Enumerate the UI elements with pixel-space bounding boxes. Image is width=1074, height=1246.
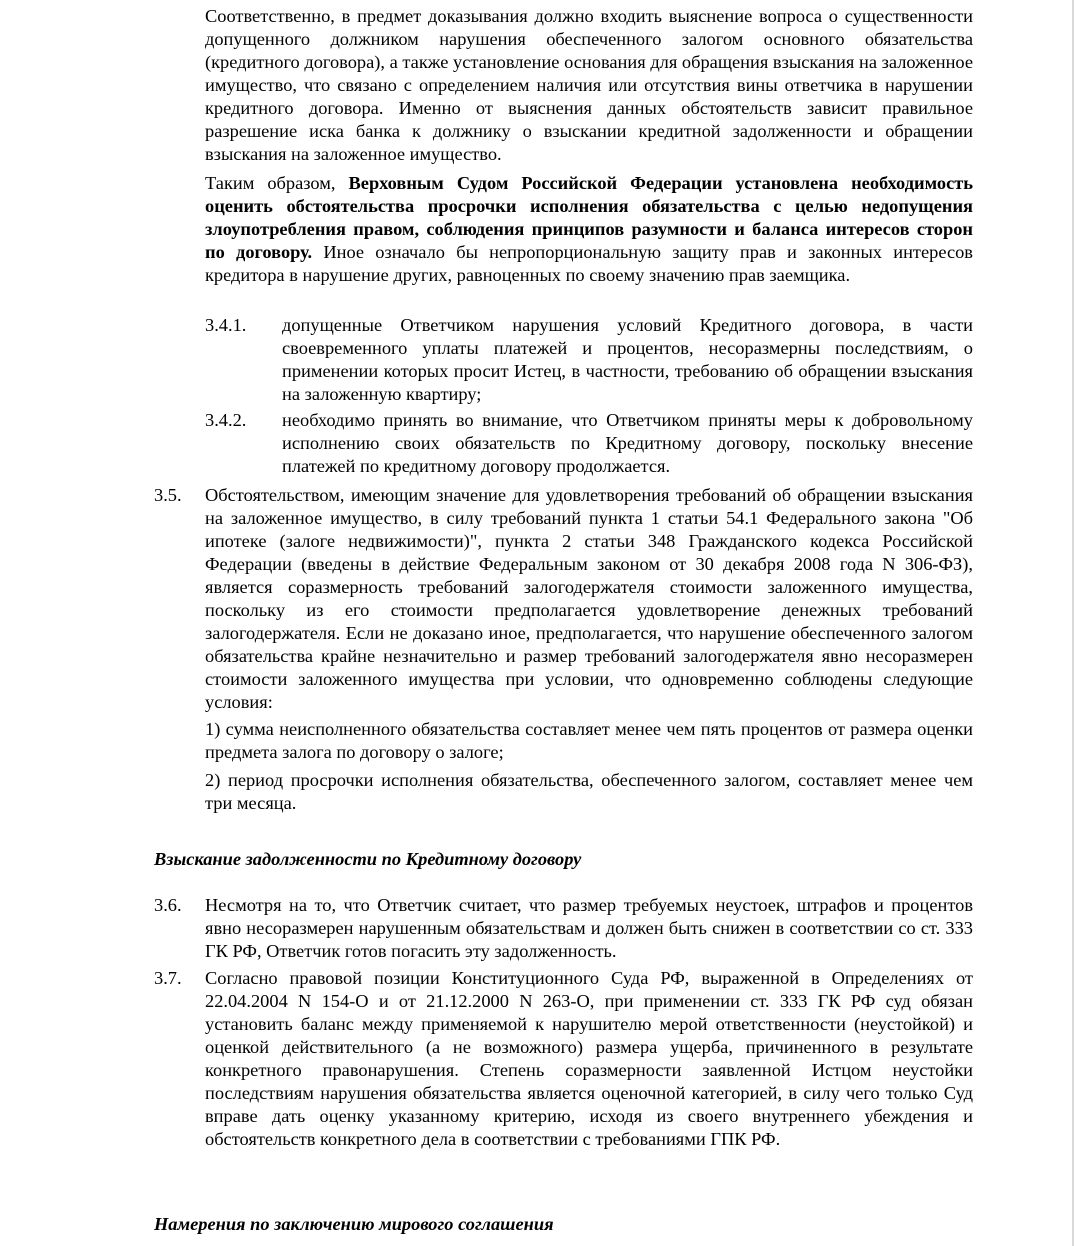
paragraph-burden-of-proof: Соответственно, в предмет доказывания должно входить выяснение вопроса о существенности допущенного должником нарушения обеспеченного залогом основного обязательства (кредитного договора), а также установление основания для обращения взыскания на заложенное имущество, что связано с определением наличия или отсутствия вины ответчика в нарушении кредитного договора. Именно от выяснения данных обстоятельств зависит правильное разрешение иска банка к должнику о взыскании кредитной задолженности и обращении взыскания на заложенное имущество.	[205, 6, 973, 164]
paragraph-supreme-court	[205, 172, 973, 287]
list-item-text: Обстоятельством, имеющим значение для удовлетворения требований об обращении взыскания на заложенное имущество, в силу требований пункта 1 статьи 54.1 Федерального закона "Об ипотеке (залоге недвижимости)", пункта 2 статьи 348 Гражданского кодекса Российской Федерации (введены в действие Федеральным законом от 30 декабря 2008 года N 306-ФЗ), является соразмерность требований залогодержателя стоимости заложенного имущества, поскольку из его стоимости предполагается удовлетворение денежных требований залогодержателя. Если не доказано иное, предполагается, что нарушение обеспеченного залогом обязательства крайне незначительно и размер требований залогодержателя явно несоразмерен стоимости заложенного имущества при условии, что одновременно соблюдены следующие условия:	[205, 485, 973, 712]
paragraph-lead: Таким образом,	[205, 173, 349, 193]
list-item-number: 3.4.2.	[205, 410, 247, 430]
condition-2: 2) период просрочки исполнения обязательства, обеспеченного залогом, составляет менее чем три месяца.	[205, 770, 973, 813]
list-item-text: Согласно правовой позиции Конституционного Суда РФ, выраженной в Определениях от 22.04.2004 N 154-О и от 21.12.2000 N 263-О, при применении ст. 333 ГК РФ суд обязан установить баланс между применяемой к нарушителю мерой ответственности (неустойкой) и оценкой действительного (а не возможного) размера ущерба, причиненного в результате конкретного правонарушения. Степень соразмерности заявленной Истцом неустойки последствиям нарушения обязательства является оценочной категорией, в силу чего только Суд вправе дать оценку указанному критерию, исходя из своего внутреннего убеждения и обстоятельств конкретного дела в соответствии с требованиями ГПК РФ.	[205, 968, 973, 1149]
list-item-number: 3.7.	[154, 968, 182, 988]
list-item-text: Несмотря на то, что Ответчик считает, что размер требуемых неустоек, штрафов и процентов явно несоразмерен нарушенным обязательствам и должен быть снижен в соответствии со ст. 333 ГК РФ, Ответчик готов погасить эту задолженность.	[205, 895, 973, 961]
list-item-text: допущенные Ответчиком нарушения условий Кредитного договора, в части своевременного уплаты платежей и процентов, несоразмерны последствиям, о применении которых просит Истец, в частности, требованию об обращении взыскания на заложенную квартиру;	[282, 315, 973, 404]
paragraph-rest: Иное означало бы непропорциональную защиту прав и законных интересов кредитора в нарушение других, равноценных по своему значению прав заемщика.	[205, 242, 973, 285]
list-item-number: 3.5.	[154, 485, 182, 505]
list-item-number: 3.4.1.	[205, 315, 247, 335]
section-heading-settlement: Намерения по заключению мирового соглашения	[154, 1214, 554, 1234]
section-heading-debt-recovery: Взыскание задолженности по Кредитному договору	[154, 849, 582, 869]
paragraph-bold-statement: Верховным Судом Российской Федерации установлена необходимость оценить обстоятельства просрочки исполнения обязательства с целью недопущения злоупотребления правом, соблюдения принципов разумности и баланса интересов сторон по договору.	[205, 173, 973, 262]
list-item-number: 3.6.	[154, 895, 182, 915]
condition-1: 1) сумма неисполненного обязательства составляет менее чем пять процентов от размера оценки предмета залога по договору о залоге;	[205, 719, 973, 762]
list-item-text: необходимо принять во внимание, что Ответчиком приняты меры к добровольному исполнению своих обязательств по Кредитному договору, поскольку внесение платежей по кредитному договору продолжается.	[282, 410, 973, 476]
